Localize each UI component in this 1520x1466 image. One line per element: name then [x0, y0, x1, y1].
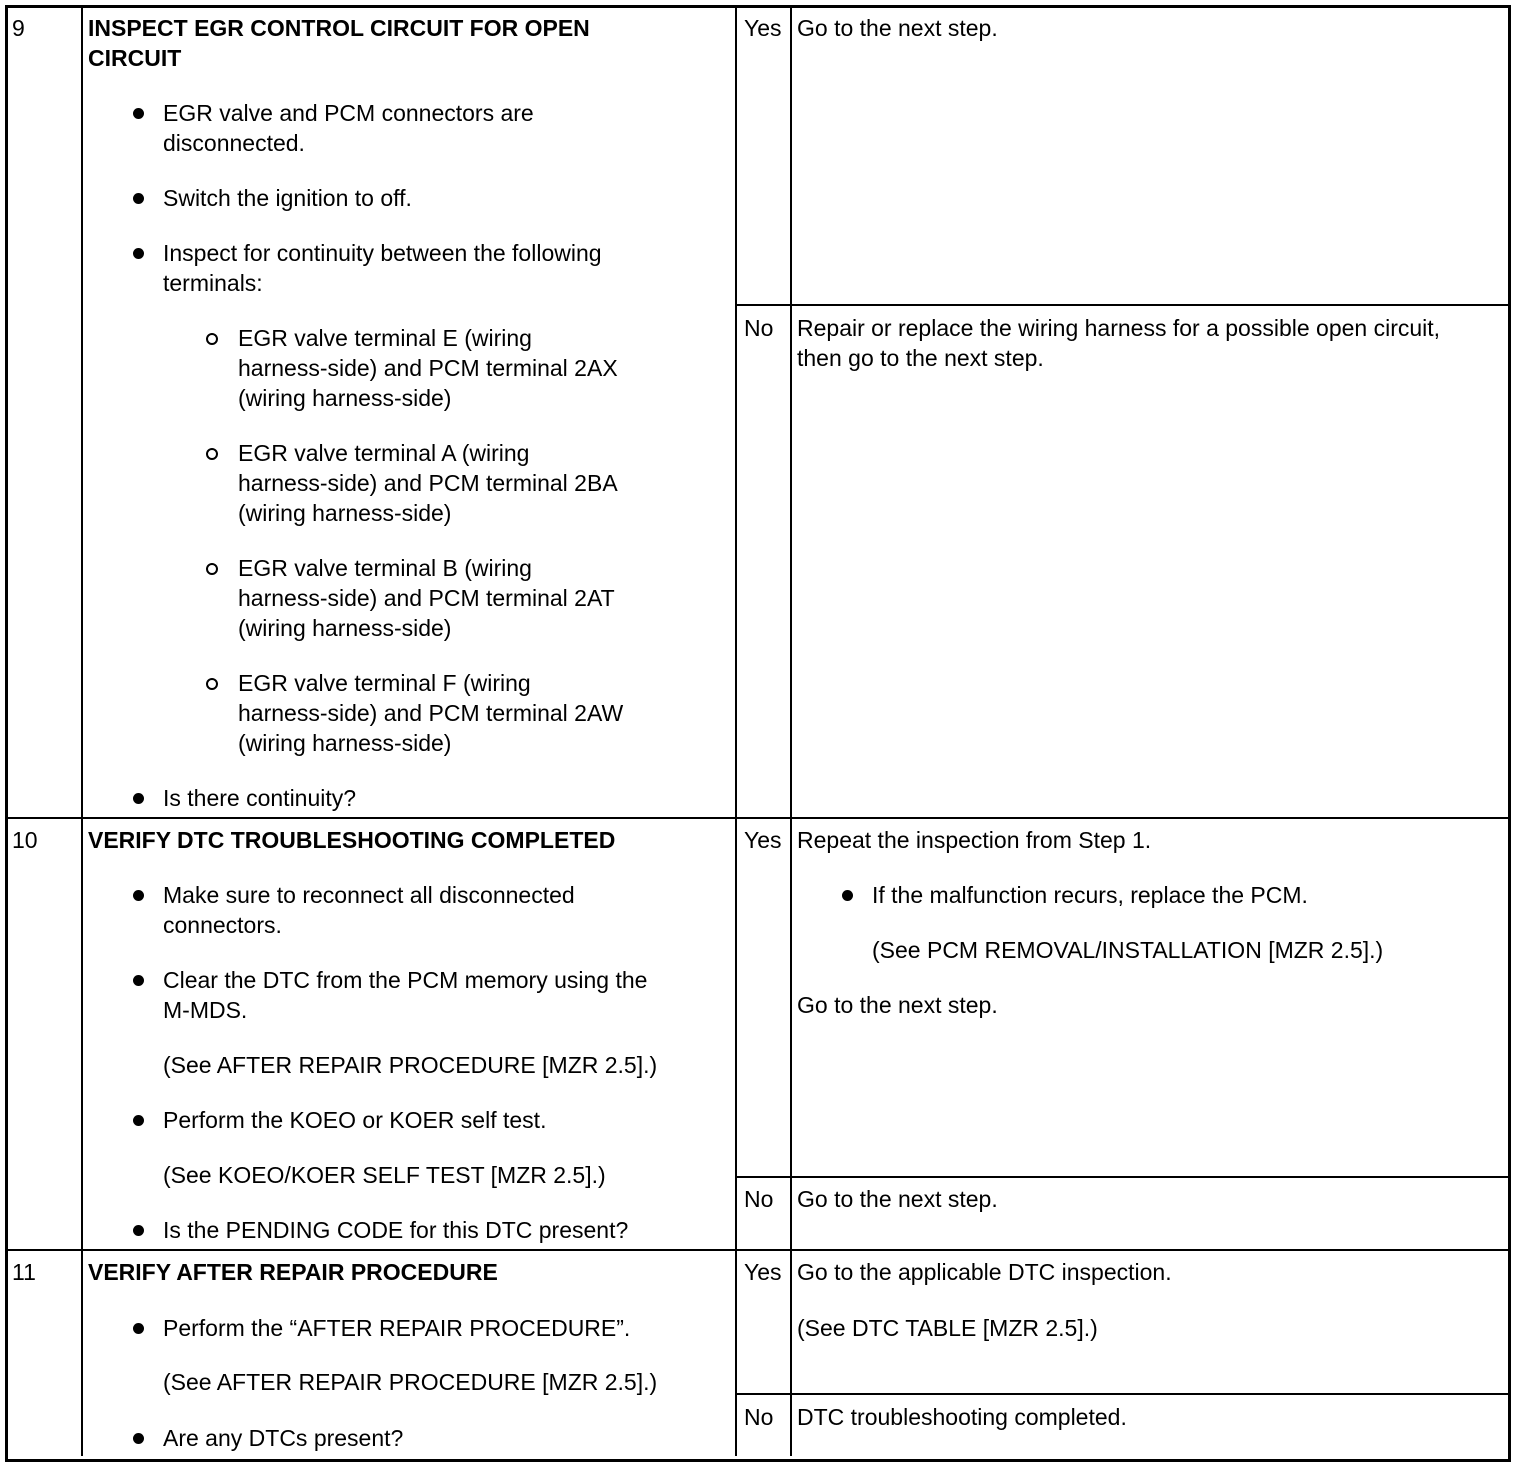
bullet-text: Perform the “AFTER REPAIR PROCEDURE”. [163, 1315, 631, 1341]
col-divider-step [81, 8, 83, 1456]
bullet-icon [133, 248, 144, 259]
bullet-text: Is the PENDING CODE for this DTC present? [163, 1217, 629, 1243]
col-divider-result [735, 8, 737, 1456]
sub-bullet-text: EGR valve terminal B (wiring [238, 555, 532, 581]
no-label: No [744, 1186, 774, 1212]
step-title: VERIFY DTC TROUBLESHOOTING COMPLETED [88, 827, 616, 853]
yes-action: Go to the next step. [797, 992, 998, 1018]
bullet-text: EGR valve and PCM connectors are [163, 100, 534, 126]
bullet-text: Switch the ignition to off. [163, 185, 412, 211]
bullet-text: Make sure to reconnect all disconnected [163, 882, 575, 908]
reference-note: (See PCM REMOVAL/INSTALLATION [MZR 2.5].) [872, 937, 1384, 963]
reference-note: (See AFTER REPAIR PROCEDURE [MZR 2.5].) [163, 1369, 658, 1395]
step-number: 11 [12, 1259, 36, 1285]
sub-bullet-icon [206, 333, 218, 345]
reference-note: (See AFTER REPAIR PROCEDURE [MZR 2.5].) [163, 1052, 658, 1078]
sub-bullet-text: (wiring harness-side) [238, 615, 452, 641]
yes-bullet: If the malfunction recurs, replace the PCM. [872, 882, 1308, 908]
yes-no-divider-10 [737, 1176, 1508, 1178]
sub-bullet-text: EGR valve terminal A (wiring [238, 440, 530, 466]
col-divider-action [790, 8, 792, 1456]
bullet-icon [133, 793, 144, 804]
bullet-text: Perform the KOEO or KOER self test. [163, 1107, 547, 1133]
bullet-text: Inspect for continuity between the following [163, 240, 602, 266]
sub-bullet-icon [206, 448, 218, 460]
bullet-text: terminals: [163, 270, 263, 296]
sub-bullet-text: EGR valve terminal F (wiring [238, 670, 531, 696]
bullet-icon [133, 1323, 144, 1334]
sub-bullet-icon [206, 678, 218, 690]
row-divider-10-11 [8, 1249, 1508, 1251]
no-label: No [744, 1404, 774, 1430]
yes-no-divider-9 [737, 304, 1508, 306]
yes-no-divider-11 [737, 1393, 1508, 1395]
sub-bullet-text: (wiring harness-side) [238, 500, 452, 526]
sub-bullet-text: EGR valve terminal E (wiring [238, 325, 532, 351]
sub-bullet-text: (wiring harness-side) [238, 730, 452, 756]
no-action: then go to the next step. [797, 345, 1044, 371]
bullet-icon [133, 108, 144, 119]
yes-label: Yes [744, 1259, 782, 1285]
bullet-icon [133, 975, 144, 986]
step-title: VERIFY AFTER REPAIR PROCEDURE [88, 1259, 498, 1285]
sub-bullet-text: harness-side) and PCM terminal 2BA [238, 470, 618, 496]
no-label: No [744, 315, 774, 341]
yes-action: Repeat the inspection from Step 1. [797, 827, 1152, 853]
sub-bullet-text: (wiring harness-side) [238, 385, 452, 411]
yes-action: Go to the next step. [797, 15, 998, 41]
step-title: CIRCUIT [88, 45, 182, 71]
sub-bullet-text: harness-side) and PCM terminal 2AT [238, 585, 615, 611]
sub-bullet-text: harness-side) and PCM terminal 2AW [238, 700, 624, 726]
step-title: INSPECT EGR CONTROL CIRCUIT FOR OPEN [88, 15, 590, 41]
no-action: DTC troubleshooting completed. [797, 1404, 1127, 1430]
reference-note: (See DTC TABLE [MZR 2.5].) [797, 1315, 1098, 1341]
no-action: Go to the next step. [797, 1186, 998, 1212]
bullet-text: disconnected. [163, 130, 305, 156]
reference-note: (See KOEO/KOER SELF TEST [MZR 2.5].) [163, 1162, 606, 1188]
bullet-icon [133, 1433, 144, 1444]
bullet-icon [133, 1115, 144, 1126]
no-action: Repair or replace the wiring harness for a possible open circuit, [797, 315, 1441, 341]
yes-label: Yes [744, 827, 782, 853]
bullet-icon [133, 890, 144, 901]
bullet-icon [133, 1225, 144, 1236]
bullet-icon [842, 890, 853, 901]
yes-action: Go to the applicable DTC inspection. [797, 1259, 1172, 1285]
sub-bullet-icon [206, 563, 218, 575]
step-number: 9 [12, 15, 25, 41]
bullet-text: Clear the DTC from the PCM memory using the [163, 967, 648, 993]
bullet-text: Is there continuity? [163, 785, 357, 811]
row-divider-9-10 [8, 817, 1508, 819]
step-number: 10 [12, 827, 38, 853]
bullet-text: connectors. [163, 912, 282, 938]
yes-label: Yes [744, 15, 782, 41]
bullet-icon [133, 193, 144, 204]
bullet-text: M-MDS. [163, 997, 248, 1023]
sub-bullet-text: harness-side) and PCM terminal 2AX [238, 355, 618, 381]
bullet-text: Are any DTCs present? [163, 1425, 404, 1451]
